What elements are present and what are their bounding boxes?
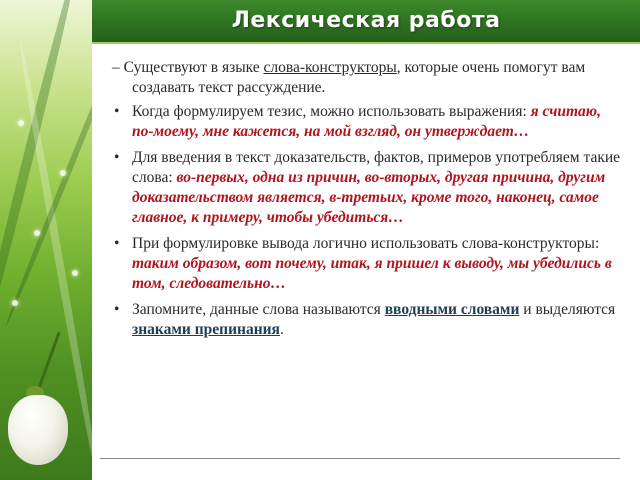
intro-paragraph xyxy=(112,58,622,98)
list-item xyxy=(112,102,622,142)
bullet-icon: • xyxy=(114,149,120,166)
slide-content xyxy=(112,58,622,346)
dew-drop xyxy=(72,270,78,276)
list-item-highlight: во-первых, одна из причин, во-вторых, другая причина, другим доказательством является, в-третьих, кроме того, наконец, самое главное, к примеру, чтобы убедиться… xyxy=(132,169,606,226)
last-item-middle: и выделяются xyxy=(519,301,616,318)
dew-drop xyxy=(34,230,40,236)
bullet-icon: • xyxy=(114,103,120,120)
grass-blade xyxy=(3,0,92,328)
intro-underlined-term: слова-конструкторы xyxy=(263,59,397,76)
title-underline xyxy=(92,42,640,44)
bullet-icon: • xyxy=(114,235,120,252)
dew-drop xyxy=(12,300,18,306)
list-item xyxy=(112,234,622,294)
list-item-highlight: я считаю, по-моему, мне кажется, на мой взгляд, он утверждает… xyxy=(132,103,601,140)
decorative-sidebar-image xyxy=(0,0,92,480)
last-item-before: Запомните, данные слова называются xyxy=(132,301,385,318)
footer-divider xyxy=(100,458,620,459)
intro-before: Существуют в языке xyxy=(119,59,264,76)
last-item-end: . xyxy=(279,321,284,338)
bullet-list xyxy=(112,102,622,340)
snowdrop-flower xyxy=(8,395,68,465)
list-item-highlight: таким образом, вот почему, итак, я пришел к выводу, мы убедились в том, следовательно… xyxy=(132,255,612,292)
list-item xyxy=(112,148,622,228)
keyword-punctuation-marks: знаками препинания xyxy=(132,321,280,338)
list-item-text: При формулировке вывода логично использовать слова-конструкторы: xyxy=(132,235,600,252)
list-item-text: Для введения в текст доказательств, фактов, примеров употребляем такие слова: xyxy=(132,149,621,186)
keyword-introductory-words: вводными словами xyxy=(384,301,520,318)
intro-after: , которые очень помогут вам создавать текст рассуждение. xyxy=(132,59,586,96)
list-item-text: Когда формулируем тезис, можно использовать выражения: xyxy=(132,103,531,120)
slide-title: Лексическая работа xyxy=(231,8,501,33)
bullet-icon: • xyxy=(114,301,120,318)
intro-dash: – xyxy=(112,59,120,76)
dew-drop xyxy=(60,170,66,176)
list-item xyxy=(112,300,622,340)
dew-drop xyxy=(18,120,24,126)
